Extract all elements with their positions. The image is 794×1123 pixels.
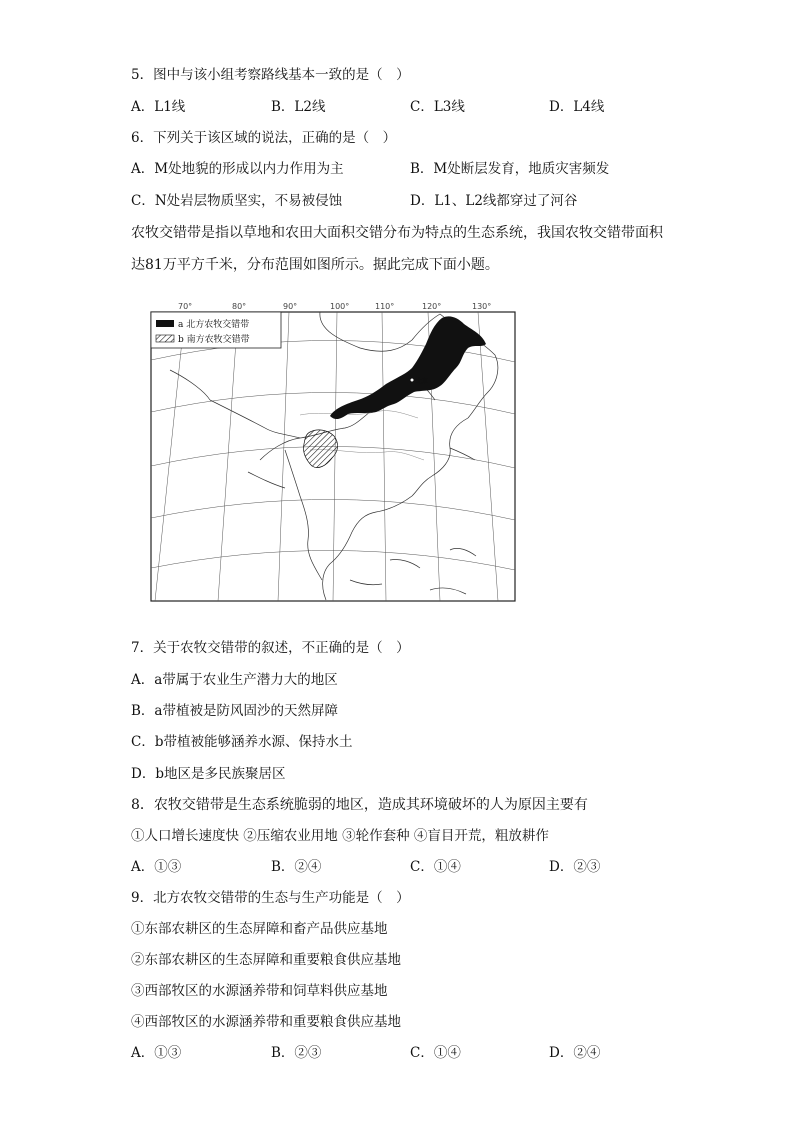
q7-option-d: D．b地区是多民族聚居区 (131, 766, 286, 782)
legend-swatch-b (156, 335, 174, 342)
q5-option-b: B．L2线 (271, 99, 326, 115)
beijing-marker (410, 378, 414, 382)
q8-option-c: C．①④ (410, 859, 461, 875)
q9-option-b: B．②③ (271, 1045, 322, 1061)
q9-option-d: D．②④ (549, 1045, 601, 1061)
legend-label-b: b 南方农牧交错带 (178, 335, 250, 345)
q9-option-c: C．①④ (410, 1045, 461, 1061)
q6-option-a: A．M处地貌的形成以内力作用为主 (131, 161, 344, 177)
q9-item-4: ④西部牧区的水源涵养带和重要粮食供应基地 (131, 1014, 401, 1030)
farming-pastoral-ecotone-map (150, 300, 516, 602)
legend-swatch-a (156, 320, 174, 327)
intro-line-1: 农牧交错带是指以草地和农田大面积交错分布为特点的生态系统，我国农牧交错带面积 (131, 225, 663, 241)
q5-option-c: C．L3线 (410, 99, 465, 115)
intro-line-2: 达81万平方千米，分布范围如图所示。据此完成下面小题。 (131, 257, 499, 273)
lon-label-130: 130° (472, 302, 492, 311)
q8-option-d: D．②③ (549, 859, 601, 875)
lon-label-80: 80° (232, 302, 247, 311)
beijing-label: 北京 (416, 378, 429, 385)
q5-option-d: D．L4线 (549, 99, 605, 115)
lon-label-100: 100° (330, 302, 350, 311)
q8-option-b: B．②④ (271, 859, 322, 875)
q7-stem: 7．关于农牧交错带的叙述，不正确的是（ ） (131, 640, 410, 656)
q9-option-a: A．①③ (131, 1045, 182, 1061)
q9-item-3: ③西部牧区的水源涵养带和饲草料供应基地 (131, 983, 388, 999)
q9-item-2: ②东部农耕区的生态屏障和重要粮食供应基地 (131, 952, 401, 968)
q6-option-d: D．L1、L2线都穿过了河谷 (410, 193, 578, 209)
q9-item-1: ①东部农耕区的生态屏障和畜产品供应基地 (131, 921, 388, 937)
q7-option-a: A．a带属于农业生产潜力大的地区 (131, 672, 338, 688)
q9-stem: 9．北方农牧交错带的生态与生产功能是（ ） (131, 890, 410, 906)
q6-option-b: B．M处断层发育，地质灾害频发 (410, 161, 610, 177)
q5-stem: 5．图中与该小组考察路线基本一致的是（ ） (131, 67, 410, 83)
q6-option-c: C．N处岩层物质坚实，不易被侵蚀 (131, 193, 343, 209)
lon-label-110: 110° (375, 302, 395, 311)
q8-stem: 8．农牧交错带是生态系统脆弱的地区，造成其环境破坏的人为原因主要有 (131, 797, 588, 813)
legend-label-a: a 北方农牧交错带 (178, 320, 250, 330)
q5-option-a: A．L1线 (131, 99, 186, 115)
lon-label-90: 90° (283, 302, 298, 311)
lon-label-70: 70° (178, 302, 193, 311)
map-legend (151, 312, 281, 348)
q7-option-c: C．b带植被能够涵养水源、保持水土 (131, 734, 353, 750)
q6-stem: 6．下列关于该区域的说法，正确的是（ ） (131, 130, 397, 146)
q8-option-a: A．①③ (131, 859, 182, 875)
q8-items: ①人口增长速度快 ②压缩农业用地 ③轮作套种 ④盲目开荒，粗放耕作 (131, 828, 549, 844)
q7-option-b: B．a带植被是防风固沙的天然屏障 (131, 703, 338, 719)
lon-label-120: 120° (422, 302, 442, 311)
